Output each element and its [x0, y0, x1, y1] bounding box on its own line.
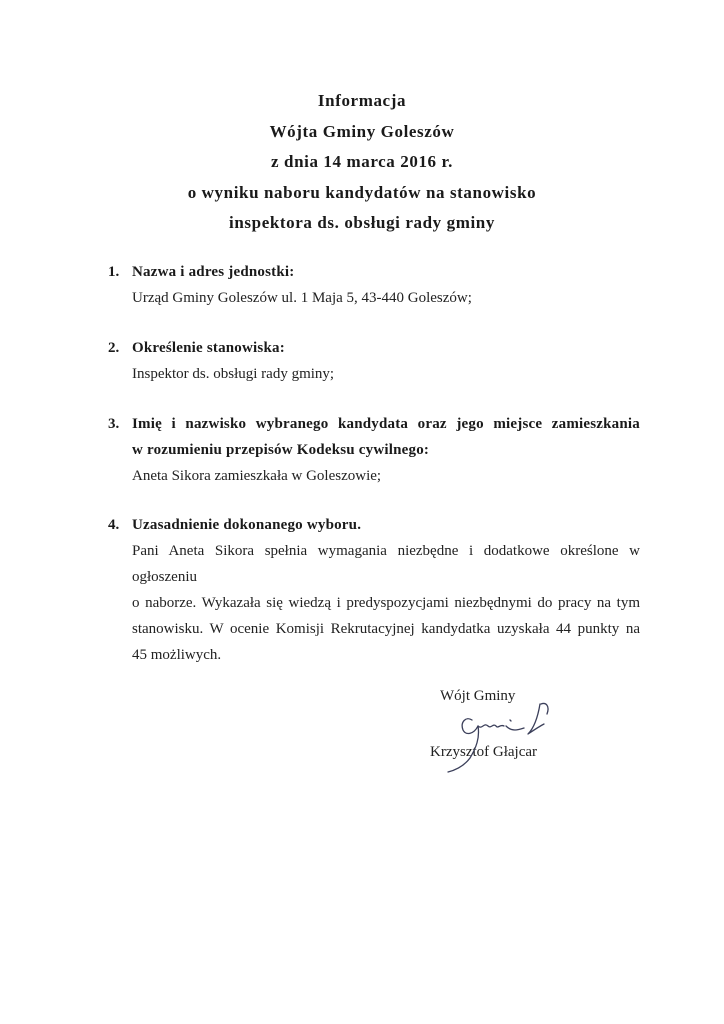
section-3	[108, 411, 640, 489]
section-body-line: stanowisku. W ocenie Komisji Rekrutacyjnej kandydatka uzyskała 44 punkty na	[132, 621, 640, 637]
section-body-line: Urząd Gminy Goleszów ul. 1 Maja 5, 43-440 Goleszów;	[132, 290, 472, 306]
header-subject: o wyniku naboru kandydatów na stanowisko	[187, 182, 537, 202]
section-title: Nazwa i adres jednostki:	[132, 264, 295, 280]
section-title-line: Imię i nazwisko wybranego kandydata oraz jego miejsce zamieszkania	[132, 416, 640, 432]
signature-stroke	[541, 703, 548, 714]
header-date: z dnia 14 marca 2016 r.	[271, 152, 453, 171]
section-title: Określenie stanowiska:	[132, 340, 285, 356]
section-number: 4.	[108, 517, 120, 533]
signature-stroke	[478, 725, 504, 727]
section-2	[108, 335, 640, 387]
section-title-line: w rozumieniu przepisów Kodeksu cywilnego:	[132, 442, 430, 458]
section-body-line: Inspektor ds. obsługi rady gminy;	[132, 366, 335, 382]
section-body-line: o naborze. Wykazała się wiedzą i predyspozycjami niezbędnymi do pracy na tym	[132, 595, 640, 611]
section-title: Uzasadnienie dokonanego wyboru.	[132, 517, 362, 533]
section-body-line: Aneta Sikora zamieszkała w Goleszowie;	[132, 468, 382, 484]
document-header	[0, 86, 724, 239]
signature-dot	[510, 720, 511, 721]
signatory-role: Wójt Gminy	[440, 688, 516, 704]
section-4	[108, 512, 640, 668]
signature-stroke	[448, 719, 479, 772]
signature-stroke	[506, 726, 524, 730]
section-number: 2.	[108, 340, 120, 356]
section-body-line: 45 możliwych.	[132, 647, 222, 663]
signatory-name: Krzysztof Głajcar	[430, 744, 538, 760]
section-1	[108, 259, 640, 311]
section-number: 1.	[108, 264, 120, 280]
signature-stroke	[528, 704, 544, 734]
signature-block	[420, 686, 570, 776]
handwritten-signature	[420, 686, 570, 776]
section-body-line: Pani Aneta Sikora spełnia wymagania niezbędne i dodatkowe określone w ogłoszeniu	[132, 543, 640, 585]
header-position: inspektora ds. obsługi rady gminy	[229, 213, 495, 232]
header-issuer: Wójta Gminy Goleszów	[269, 121, 455, 141]
header-title: Informacja	[317, 91, 407, 110]
section-number: 3.	[108, 416, 120, 432]
